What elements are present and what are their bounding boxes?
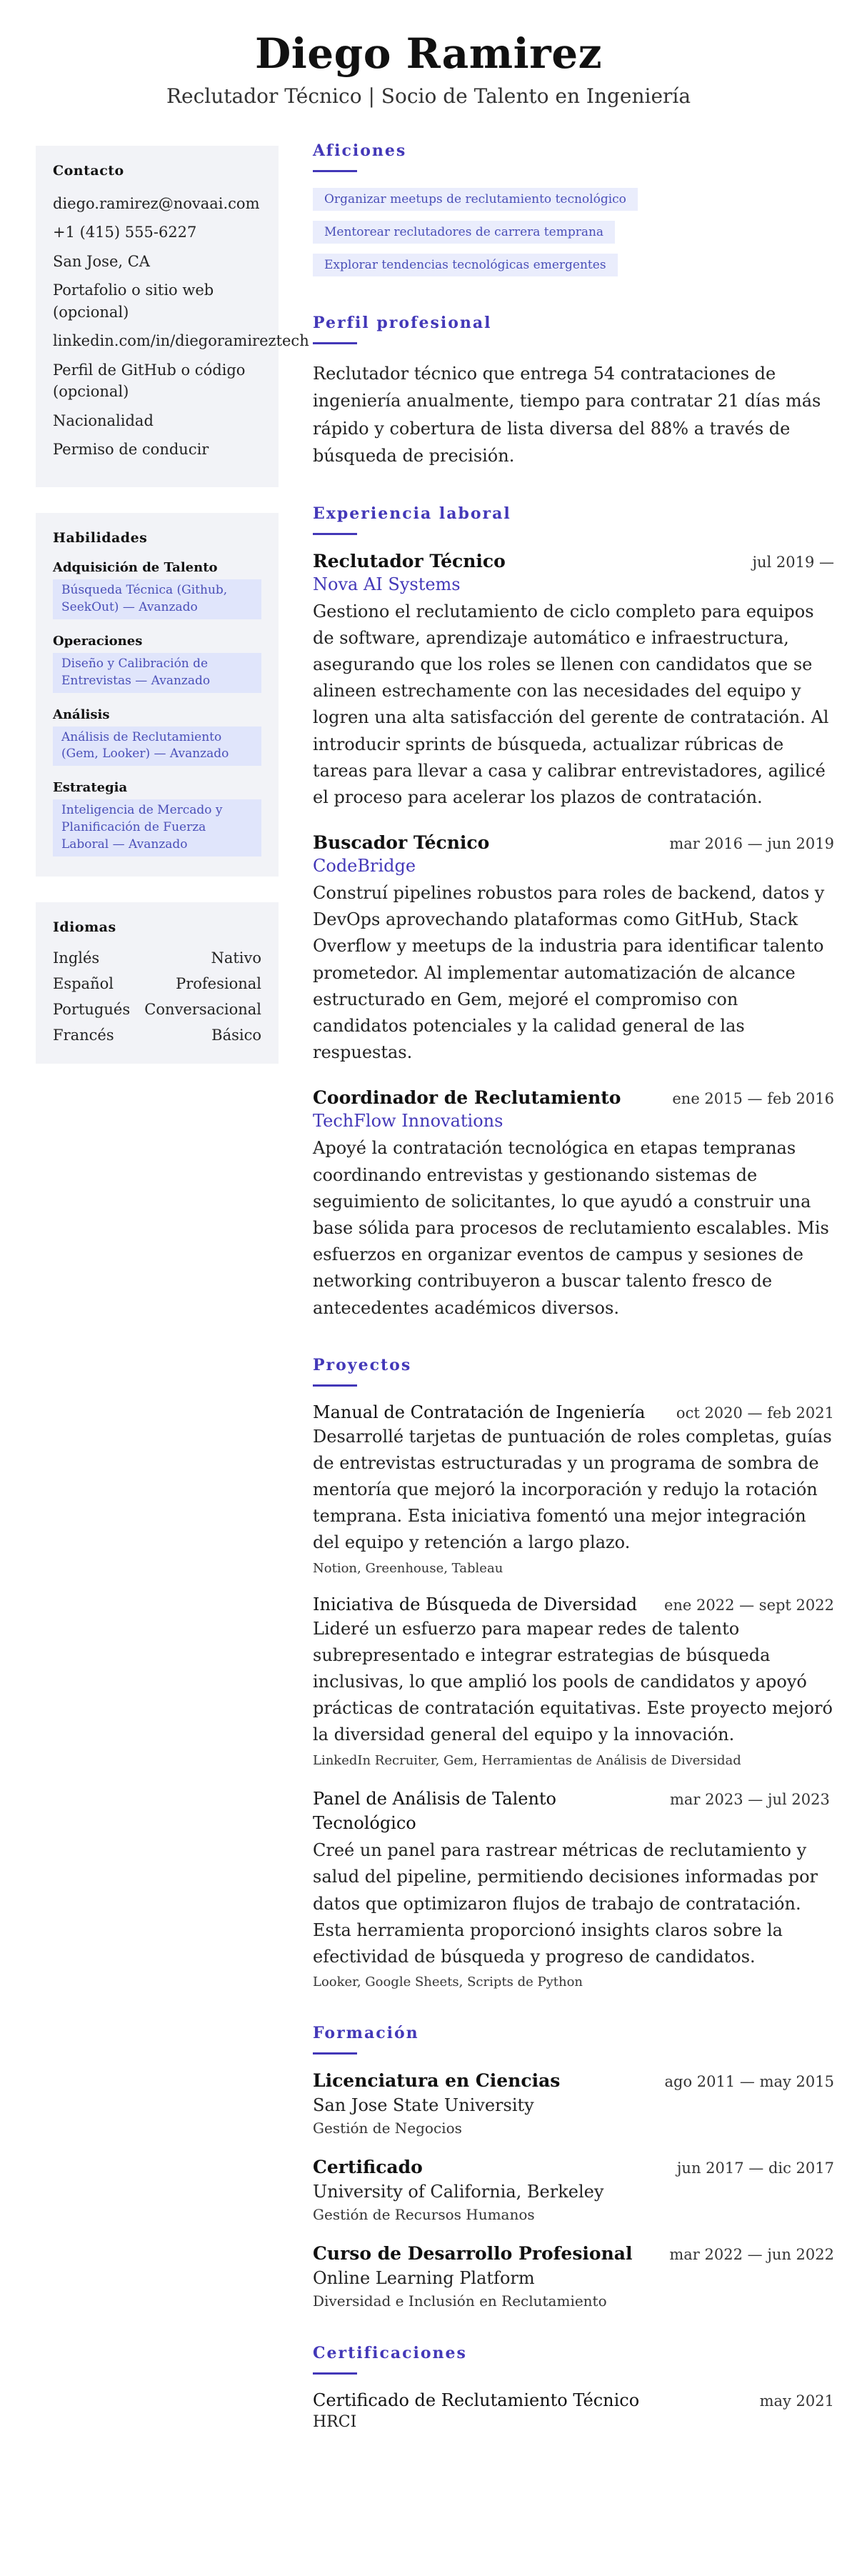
project-date: mar 2023 — jul 2023 <box>670 1790 830 1808</box>
job-company: Nova AI Systems <box>313 574 461 594</box>
certification-issuer: HRCI <box>313 2413 357 2432</box>
project-tech: LinkedIn Recruiter, Gem, Herramientas de Análisis de Diversidad <box>313 1752 741 1768</box>
hobbies-section <box>313 141 834 286</box>
sidebar <box>36 146 309 1089</box>
job-description: Construí pipelines robustos para roles de backend, datos y DevOps aprovechando plataformas como GitHub, Stack Overflow y meetups de la industria para identificar talento prometedor. Al implementar automatización de alcance estructurado en Gem, mejoré el compromiso con candidatos potenciales y la calidad general de las respuestas. <box>313 883 825 1063</box>
section-rule <box>313 2052 357 2055</box>
language-row <box>53 1001 261 1018</box>
resume-header <box>0 0 857 108</box>
contact-license: Permiso de conducir <box>53 440 209 458</box>
education-school: University of California, Berkeley <box>313 2182 604 2202</box>
project-description: Lideré un esfuerzo para mapear redes de talento subrepresentado e integrar estrategias de búsqueda inclusivas, lo que amplió los pools de candidatos y apoyó prácticas de contratación equitativas. Este proyecto mejoró la diversidad general del equipo y la innovación. <box>313 1618 833 1745</box>
skill-category: Estrategia <box>53 780 128 796</box>
skills-title: Habilidades <box>53 530 148 546</box>
education-section <box>313 2024 834 2310</box>
job-company: CodeBridge <box>313 856 416 877</box>
project-description: Desarrollé tarjetas de puntuación de roles completas, guías de entrevistas estructuradas y un programa de sombra de mentoría que mejoró la incorporación y redujo la rotación temprana. Esta iniciativa fomentó una mejor integración del equipo y retención a largo plazo. <box>313 1426 832 1553</box>
section-title: Aficiones <box>313 141 407 160</box>
section-rule <box>313 533 357 535</box>
project-date: ene 2022 — sept 2022 <box>663 1596 834 1614</box>
section-title: Perfil profesional <box>313 314 492 332</box>
job-title: Reclutador Técnico <box>313 550 506 571</box>
language-name: Español <box>53 974 114 992</box>
skill-chip: Análisis de Reclutamiento (Gem, Looker) — Avanzado <box>53 727 261 767</box>
section-title: Certificaciones <box>313 2344 467 2363</box>
section-rule <box>313 1384 357 1387</box>
contact-phone[interactable]: +1 (415) 555-6227 <box>53 224 197 241</box>
main-content <box>313 141 834 2465</box>
education-entry <box>313 2243 834 2310</box>
job-entry <box>313 1087 834 1321</box>
certification-entry <box>313 2390 834 2431</box>
skill-chip: Diseño y Calibración de Entrevistas — Avanzado <box>53 653 261 693</box>
project-tech: Notion, Greenhouse, Tableau <box>313 1560 503 1576</box>
profile-summary: Reclutador técnico que entrega 54 contrataciones de ingeniería anualmente, tiempo para contratar 21 días más rápido y cobertura de lista diversa del 88% a través de búsqueda de precisión. <box>313 364 821 466</box>
project-entry <box>313 1787 834 1990</box>
education-degree: Curso de Desarrollo Profesional <box>313 2243 633 2265</box>
language-name: Inglés <box>53 949 100 967</box>
hobby-chip: Organizar meetups de reclutamiento tecnológico <box>313 188 638 211</box>
project-entry <box>313 1594 834 1768</box>
job-title: Coordinador de Reclutamiento <box>313 1087 621 1109</box>
hobby-chip: Explorar tendencias tecnológicas emergentes <box>313 254 618 276</box>
profile-section <box>313 314 834 470</box>
education-date: ago 2011 — may 2015 <box>664 2073 834 2091</box>
candidate-name: Diego Ramirez <box>254 29 603 78</box>
skills-box <box>36 513 279 876</box>
section-title: Formación <box>313 2024 419 2043</box>
certifications-section <box>313 2344 834 2431</box>
job-date: mar 2016 — jun 2019 <box>669 835 834 853</box>
language-level: Profesional <box>176 974 261 992</box>
language-row <box>53 949 261 967</box>
section-rule <box>313 170 357 172</box>
language-name: Portugués <box>53 1000 131 1018</box>
education-school: San Jose State University <box>313 2095 534 2116</box>
education-field: Diversidad e Inclusión en Reclutamiento <box>313 2292 607 2310</box>
section-rule <box>313 2372 357 2375</box>
contact-box <box>36 146 309 487</box>
language-row <box>53 975 261 992</box>
education-school: Online Learning Platform <box>313 2268 535 2289</box>
skill-category: Operaciones <box>53 633 143 649</box>
project-date: oct 2020 — feb 2021 <box>676 1404 834 1422</box>
contact-title: Contacto <box>53 163 124 179</box>
education-entry <box>313 2157 834 2223</box>
job-description: Apoyé la contratación tecnológica en etapas tempranas coordinando entrevistas y gestionando sistemas de seguimiento de solicitantes, lo que ayudó a construir una base sólida para procesos de reclutamiento escalables. Mis esfuerzos en organizar eventos de campus y sesiones de networking contribuyeron a buscar talento fresco de antecedentes académicos diversos. <box>313 1138 829 1318</box>
language-row <box>53 1027 261 1044</box>
experience-section <box>313 504 834 1322</box>
contact-portfolio: Portafolio o sitio web (opcional) <box>53 281 214 321</box>
education-field: Gestión de Negocios <box>313 2120 462 2137</box>
job-date: ene 2015 — feb 2016 <box>672 1090 834 1108</box>
candidate-subtitle: Reclutador Técnico | Socio de Talento en Ingeniería <box>166 84 691 108</box>
skill-chip: Inteligencia de Mercado y Planificación de Fuerza Laboral — Avanzado <box>53 799 261 856</box>
skill-chip: Búsqueda Técnica (Github, SeekOut) — Avanzado <box>53 579 261 619</box>
project-title: Iniciativa de Búsqueda de Diversidad <box>313 1594 638 1614</box>
languages-box <box>36 902 279 1064</box>
language-name: Francés <box>53 1026 114 1044</box>
languages-title: Idiomas <box>53 919 116 935</box>
language-level: Básico <box>211 1026 261 1044</box>
project-description: Creé un panel para rastrear métricas de reclutamiento y salud del pipeline, permitiendo decisiones informadas por datos que optimizaron flujos de trabajo de contratación. Esta herramienta proporcionó insights claros sobre la efectividad de búsqueda y progreso de candidatos. <box>313 1840 818 1967</box>
projects-section <box>313 1356 834 1990</box>
job-entry <box>313 551 834 812</box>
contact-linkedin[interactable]: linkedin.com/in/diegoramireztech <box>53 332 309 350</box>
job-description: Gestiono el reclutamiento de ciclo completo para equipos de software, aprendizaje automático e infraestructura, asegurando que los roles se llenen con candidatos que se alineen estrechamente con las necesidades del equipo y logren una alta satisfacción del gerente de contratación. Al introducir sprints de búsqueda, actualizar rúbricas de tareas para llevar a casa y calibrar entrevistadores, agilicé el proceso para acelerar los plazos de contratación. <box>313 601 829 807</box>
education-date: jun 2017 — dic 2017 <box>676 2160 834 2177</box>
project-entry <box>313 1402 834 1576</box>
education-degree: Licenciatura en Ciencias <box>313 2070 561 2092</box>
language-level: Nativo <box>211 949 261 967</box>
education-entry <box>313 2070 834 2137</box>
contact-github: Perfil de GitHub o código (opcional) <box>53 361 246 401</box>
project-tech: Looker, Google Sheets, Scripts de Python <box>313 1975 583 1990</box>
job-company: TechFlow Innovations <box>313 1111 503 1132</box>
skill-category: Adquisición de Talento <box>53 560 218 576</box>
hobby-chip: Mentorear reclutadores de carrera temprana <box>313 221 615 244</box>
contact-email[interactable]: diego.ramirez@novaai.com <box>53 195 260 212</box>
language-level: Conversacional <box>144 1000 261 1018</box>
section-title: Experiencia laboral <box>313 504 511 523</box>
job-date: jul 2019 — <box>752 553 834 571</box>
certification-name: Certificado de Reclutamiento Técnico <box>313 2390 640 2411</box>
job-title: Buscador Técnico <box>313 832 490 854</box>
contact-nationality: Nacionalidad <box>53 411 154 429</box>
certification-date: may 2021 <box>759 2392 834 2410</box>
project-title: Panel de Análisis de Talento Tecnológico <box>313 1788 557 1834</box>
education-field: Gestión de Recursos Humanos <box>313 2206 535 2224</box>
contact-location: San Jose, CA <box>53 252 150 270</box>
education-date: mar 2022 — jun 2022 <box>669 2246 834 2264</box>
project-title: Manual de Contratación de Ingeniería <box>313 1402 646 1422</box>
section-title: Proyectos <box>313 1355 412 1374</box>
section-rule <box>313 342 357 344</box>
skill-category: Análisis <box>53 707 110 722</box>
job-entry <box>313 832 834 1066</box>
education-degree: Certificado <box>313 2157 423 2178</box>
